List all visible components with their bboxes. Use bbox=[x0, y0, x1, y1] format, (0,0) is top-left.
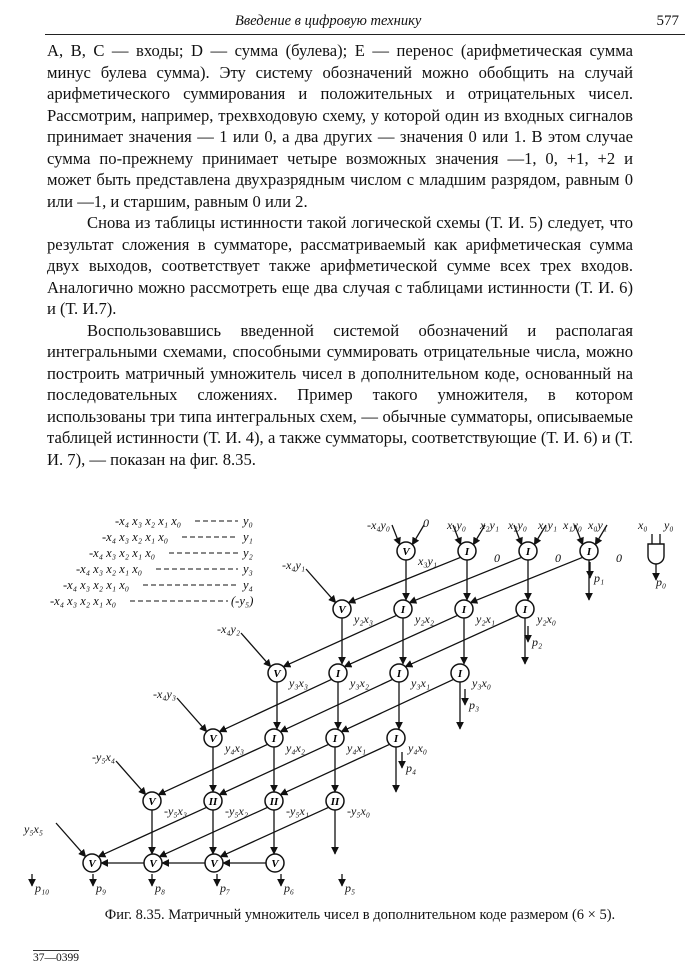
output-label-p₉: p₉ bbox=[96, 881, 107, 895]
multiplier-label-2: y₂ bbox=[243, 546, 253, 560]
node-label: y₄x₁ bbox=[347, 741, 366, 755]
paragraph-2: Снова из таблицы истинности такой логической схемы (Т. И. 5) следует, что результат сложения в сумматоре, рассматриваемый как арифметическая сумма двух выходов, соответствует также арифметической сумме всех трех входов. Аналогично можно рассмотреть еще два случая с таблицами истинности (Т. И. 6) и (Т. И.7). bbox=[47, 213, 633, 318]
node-label: y₄x₂ bbox=[286, 741, 305, 755]
diag-input-wire bbox=[56, 823, 86, 857]
diag-input-label-1: -x₄y₂ bbox=[217, 622, 240, 636]
figure-multiplier bbox=[0, 510, 700, 910]
wire-diag bbox=[348, 557, 460, 602]
row0-zero-label: 0 bbox=[494, 551, 500, 565]
node-label: -y₅x₃ bbox=[164, 804, 187, 818]
adder-node-type: I bbox=[332, 733, 338, 745]
signature-mark: 37—0399 bbox=[33, 952, 79, 964]
top-input-label: x₁y₀ bbox=[563, 518, 582, 532]
paragraph-3: Воспользовавшись введенной системой обозначений и располагая интегральными схемами, способными суммировать отрицательные числа, можно построить матричный умножитель чисел в дополнительном коде, основанный на последовательных сложениях. Пример такого умножителя, в котором использованы три типа интегральных схем, — обычные сумматоры, описываемые таблицей истинности (Т. И. 4), а также сумматоры, соответствующие (Т. И. 6) и (Т. И. 7), — показан на фиг. 8.35. bbox=[47, 320, 633, 469]
node-label: y₂x₀ bbox=[537, 612, 556, 626]
top-input-wire bbox=[392, 525, 400, 545]
row0-zero-label: 0 bbox=[555, 551, 561, 565]
top-input-label: x₂y₀ bbox=[508, 518, 527, 532]
adder-node-type: V bbox=[402, 546, 410, 558]
page-header bbox=[45, 12, 685, 35]
wire-diag bbox=[283, 615, 396, 666]
node-label: y₃x₀ bbox=[472, 676, 491, 690]
diag-input-wire bbox=[177, 698, 207, 732]
adder-node-type: I bbox=[396, 668, 402, 680]
node-label: y₂x₂ bbox=[415, 612, 434, 626]
diag-input-label-0: -x₄y₁ bbox=[282, 558, 305, 572]
row0-zero-label: 0 bbox=[616, 551, 622, 565]
adder-node-type: I bbox=[457, 668, 463, 680]
and-gate bbox=[648, 544, 664, 564]
node-label: -y₅x₂ bbox=[225, 804, 248, 818]
output-label-p₂: p₂ bbox=[532, 635, 543, 649]
adder-node-type: II bbox=[269, 796, 279, 808]
adder-node-type: I bbox=[525, 546, 531, 558]
adder-node-type: I bbox=[393, 733, 399, 745]
node-label: y₂x₁ bbox=[476, 612, 495, 626]
top-input-label: 0 bbox=[423, 516, 429, 530]
multiplier-label-0: y₀ bbox=[243, 514, 253, 528]
node-label: -y₅x₀ bbox=[347, 804, 370, 818]
adder-node-type: V bbox=[88, 858, 96, 870]
body-text bbox=[47, 40, 633, 470]
figure-caption: Фиг. 8.35. Матричный умножитель чисел в дополнительном коде размером (6 × 5). bbox=[104, 907, 616, 923]
multiplier-label-5: (-y₅) bbox=[231, 594, 254, 608]
paragraph-1: A, B, C — входы; D — сумма (булева); E — перенос (арифметическая сумма минус булева сумма). Эту систему обозначений можно обобщить на случай арифметического суммирования и положительных и отрицательных чисел. Рассмотрим, например, трехвходовую схему, у которой один из входных сигналов принимает значения — 1 или 0, а два других — значения 0 или 1. В этом случае сумма по-прежнему принимает четыре возможных значения —1, 0, +1, +2 и может быть представлена двухразрядным числом с младшим разрядом, равным 0 или —1, и старшим, равным 0 или 2. bbox=[47, 41, 633, 211]
top-input-label: x₀y₁ bbox=[588, 518, 607, 532]
operand-row-1: -x₄ x₃ x₂ x₁ x₀ bbox=[102, 530, 169, 544]
adder-node-type: V bbox=[210, 858, 218, 870]
wire-diag bbox=[219, 679, 331, 731]
adder-node-type: I bbox=[461, 604, 467, 616]
output-label-p₅: p₅ bbox=[345, 881, 356, 895]
output-label-p₈: p₈ bbox=[155, 881, 166, 895]
top-input-label: x₂y₁ bbox=[480, 518, 499, 532]
operand-row-0: -x₄ x₃ x₂ x₁ x₀ bbox=[115, 514, 182, 528]
adder-node-type: I bbox=[400, 604, 406, 616]
output-label-p₇: p₇ bbox=[220, 881, 231, 895]
output-label-p₃: p₃ bbox=[469, 698, 480, 712]
adder-node-type: I bbox=[464, 546, 470, 558]
node-label: y₄x₃ bbox=[225, 741, 244, 755]
diag-input-wire bbox=[241, 633, 271, 667]
wire-diag bbox=[470, 557, 582, 602]
operand-row-2: -x₄ x₃ x₂ x₁ x₀ bbox=[89, 546, 156, 560]
adder-node-type: I bbox=[335, 668, 341, 680]
top-input-label: x₀ bbox=[638, 518, 648, 532]
output-label-p₀: p₀ bbox=[656, 575, 667, 589]
adder-node-type: V bbox=[209, 733, 217, 745]
multiplier-label-1: y₁ bbox=[243, 530, 253, 544]
output-label-p₄: p₄ bbox=[406, 761, 417, 775]
operand-row-3: -x₄ x₃ x₂ x₁ x₀ bbox=[76, 562, 143, 576]
diag-input-wire bbox=[306, 569, 336, 603]
adder-node-type: V bbox=[273, 668, 281, 680]
running-title: Введение в цифровую технику bbox=[235, 13, 422, 29]
multiplier-label-3: y₃ bbox=[243, 562, 253, 576]
node-label: y₂x₃ bbox=[354, 612, 373, 626]
diag-input-label-3: -y₅x₄ bbox=[92, 750, 115, 764]
diag-input-label-4: y₅x₅ bbox=[24, 822, 43, 836]
top-input-label: y₀ bbox=[664, 518, 674, 532]
multiplier-label-4: y₄ bbox=[243, 578, 253, 592]
output-label-p₆: p₆ bbox=[284, 881, 295, 895]
adder-node-type: I bbox=[586, 546, 592, 558]
multiplier-diagram bbox=[0, 510, 700, 905]
node-label: y₃x₂ bbox=[350, 676, 369, 690]
node-label: -y₅x₁ bbox=[286, 804, 309, 818]
top-input-label: -x₄y₀ bbox=[367, 518, 390, 532]
operand-row-4: -x₄ x₃ x₂ x₁ x₀ bbox=[63, 578, 130, 592]
adder-node-type: V bbox=[148, 796, 156, 808]
top-input-label: x₃y₀ bbox=[447, 518, 466, 532]
diag-input-label-2: -x₄y₃ bbox=[153, 687, 176, 701]
output-label-p₁₀: p₁₀ bbox=[35, 881, 50, 895]
node-label: x₃y₁ bbox=[418, 554, 437, 568]
adder-node-type: II bbox=[208, 796, 218, 808]
node-label: y₄x₀ bbox=[408, 741, 427, 755]
adder-node-type: I bbox=[522, 604, 528, 616]
output-label-p₁: p₁ bbox=[594, 571, 605, 585]
adder-node-type: II bbox=[330, 796, 340, 808]
adder-node-type: V bbox=[149, 858, 157, 870]
page-number: 577 bbox=[656, 13, 679, 29]
adder-node-type: V bbox=[271, 858, 279, 870]
adder-node-type: V bbox=[338, 604, 346, 616]
node-label: y₃x₁ bbox=[411, 676, 430, 690]
top-input-label: x₁y₁ bbox=[538, 518, 557, 532]
operand-row-5: -x₄ x₃ x₂ x₁ x₀ bbox=[50, 594, 117, 608]
diag-input-wire bbox=[116, 761, 146, 795]
node-label: y₃x₃ bbox=[289, 676, 308, 690]
adder-node-type: I bbox=[271, 733, 277, 745]
